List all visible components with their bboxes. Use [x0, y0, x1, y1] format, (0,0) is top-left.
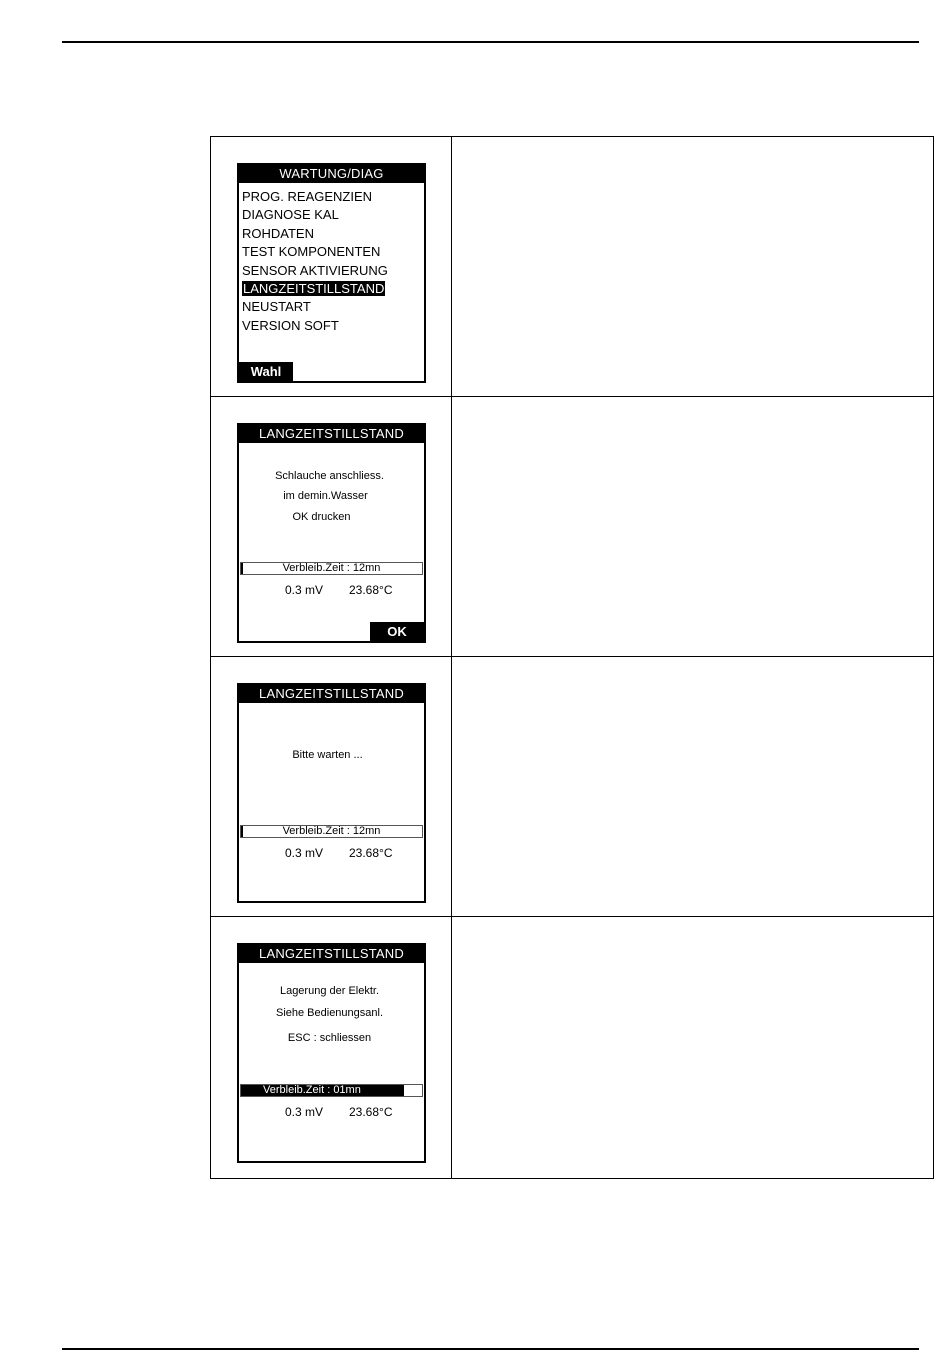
lcd-screen-please-wait	[237, 683, 426, 903]
menu-item-prog-reagenzien[interactable]: PROG. REAGENZIEN	[242, 189, 373, 204]
description-cell	[452, 657, 933, 916]
message-line: Schlauche anschliess.	[275, 470, 384, 482]
lcd-title: WARTUNG/DIAG	[239, 165, 424, 183]
remaining-time-label: Verbleib.Zeit : 12mn	[282, 562, 381, 574]
temperature-value: 23.68°C	[349, 583, 393, 597]
description-cell	[452, 917, 933, 1178]
voltage-value: 0.3 mV	[285, 583, 324, 597]
step-row-wait	[211, 657, 933, 917]
temperature-value: 23.68°C	[349, 846, 393, 860]
message-line: Bitte warten ...	[292, 749, 363, 761]
lcd-title: LANGZEITSTILLSTAND	[239, 685, 424, 703]
steps-table	[210, 136, 934, 1179]
menu-item-version-soft[interactable]: VERSION SOFT	[242, 317, 339, 333]
menu-item-test-komponenten[interactable]: TEST KOMPONENTEN	[242, 244, 381, 260]
ok-softkey[interactable]: OK	[370, 622, 424, 641]
menu-item-langzeitstillstand[interactable]: LANGZEITSTILLSTAND	[243, 280, 385, 296]
lcd-screen-electrode-storage	[237, 943, 426, 1163]
screen-cell	[211, 397, 452, 656]
step-row-menu	[211, 137, 933, 397]
header-rule	[62, 41, 919, 43]
lcd-screen-connect-tubes	[237, 423, 426, 643]
description-cell	[452, 397, 933, 656]
remaining-time-label: Verbleib.Zeit : 12mn	[282, 825, 381, 837]
menu-item-sensor-aktivierung[interactable]: SENSOR AKTIVIERUNG	[242, 262, 388, 278]
message-line: Lagerung der Elektr.	[279, 985, 380, 997]
message-line: im demin.Wasser	[283, 490, 368, 502]
menu-item-diagnose-kal[interactable]: DIAGNOSE KAL	[242, 207, 339, 223]
maintenance-menu	[239, 183, 424, 335]
remaining-time-bar	[240, 825, 423, 838]
lcd-screen-maintenance-menu	[237, 163, 426, 383]
voltage-value: 0.3 mV	[285, 1105, 324, 1119]
message-line: Siehe Bedienungsanl.	[275, 1007, 384, 1019]
remaining-time-bar	[240, 562, 423, 575]
voltage-value: 0.3 mV	[285, 846, 324, 860]
footer-rule	[62, 1348, 919, 1350]
temperature-value: 23.68°C	[349, 1105, 393, 1119]
remaining-time-bar	[240, 1084, 423, 1097]
message-line: OK drucken	[292, 511, 351, 523]
screen-cell	[211, 917, 452, 1178]
menu-item-rohdaten[interactable]: ROHDATEN	[242, 225, 314, 241]
step-row-connect	[211, 397, 933, 657]
screen-cell	[211, 657, 452, 916]
lcd-title: LANGZEITSTILLSTAND	[239, 945, 424, 963]
menu-item-neustart[interactable]: NEUSTART	[242, 299, 311, 315]
remaining-time-label: Verbleib.Zeit : 01mn	[263, 1084, 361, 1096]
message-line: ESC : schliessen	[287, 1032, 372, 1044]
select-softkey[interactable]: Wahl	[239, 362, 293, 381]
lcd-title: LANGZEITSTILLSTAND	[239, 425, 424, 443]
description-cell	[452, 137, 933, 396]
step-row-storage	[211, 917, 933, 1178]
screen-cell	[211, 137, 452, 396]
